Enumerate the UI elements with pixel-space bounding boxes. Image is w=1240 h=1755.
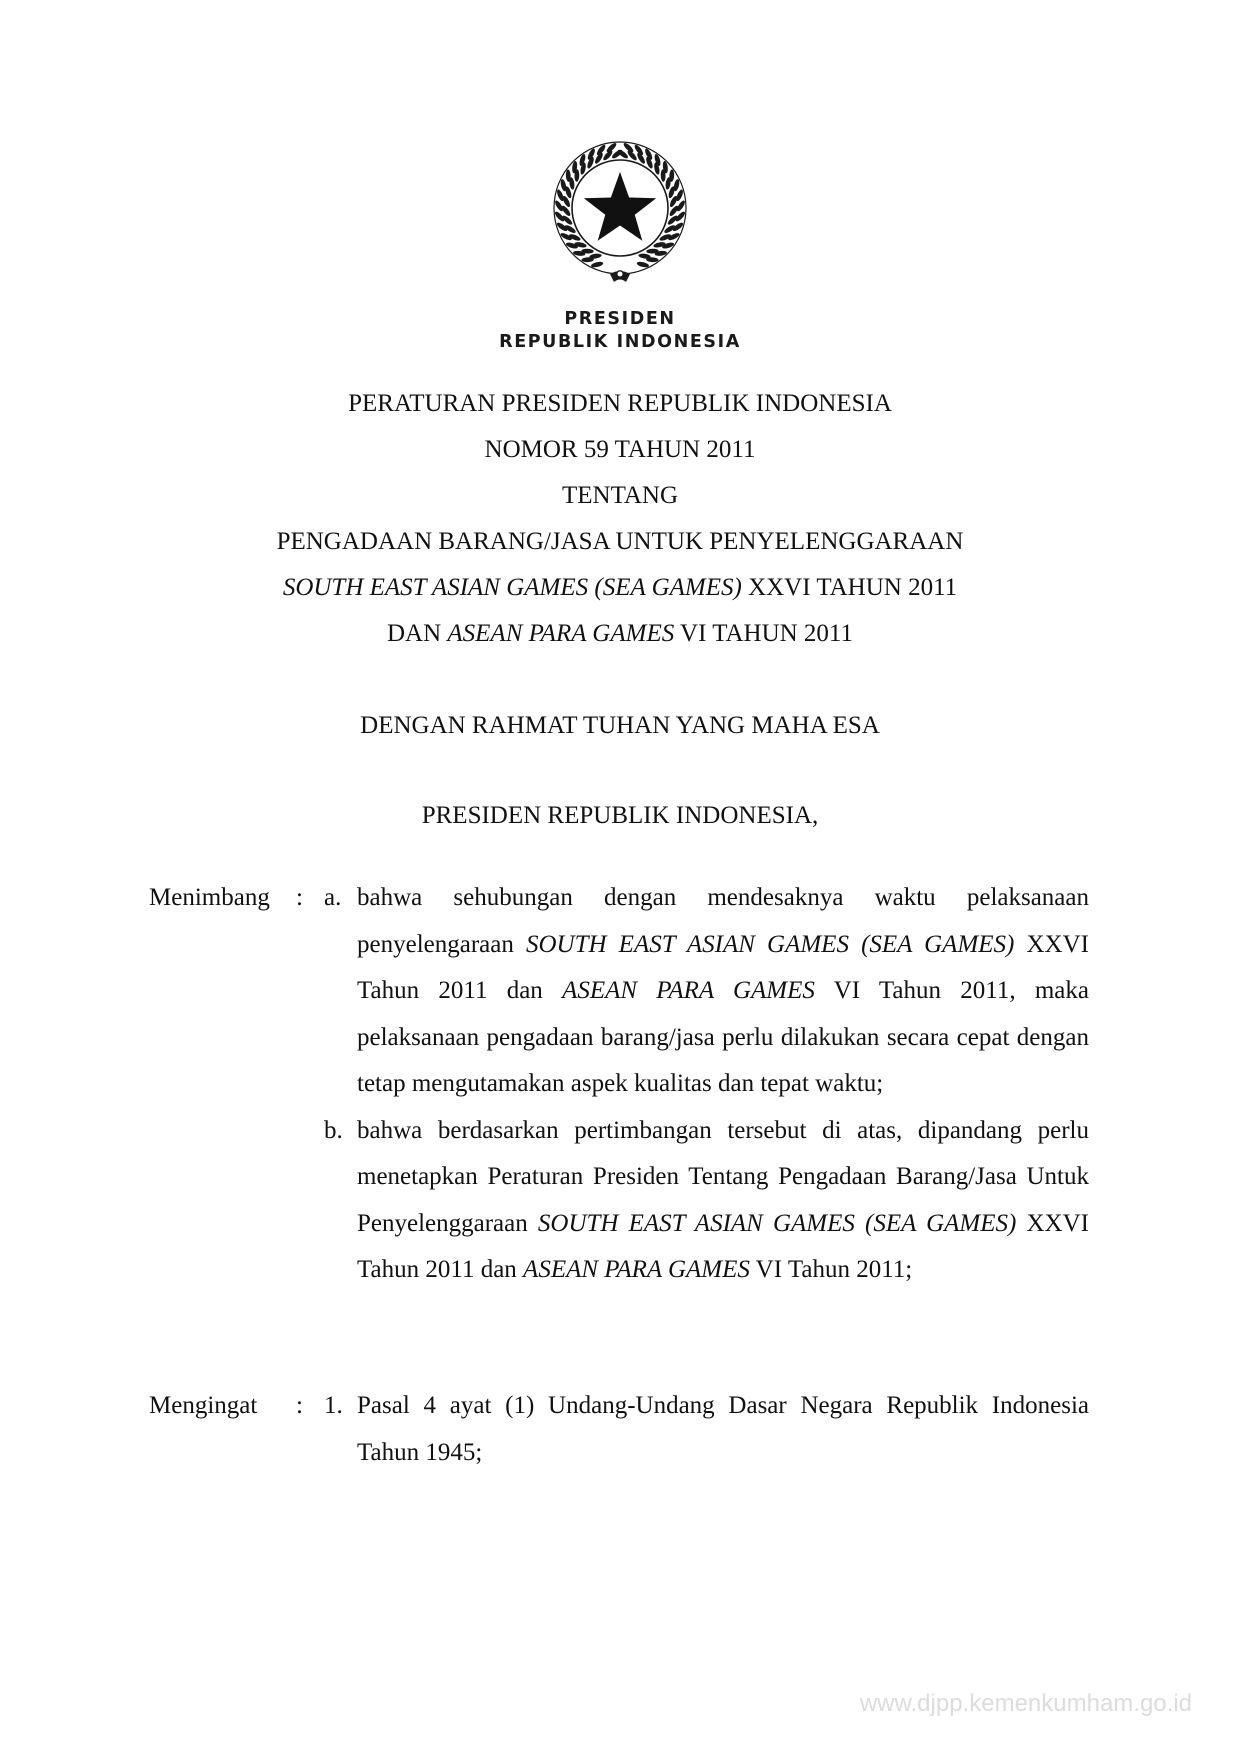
considering-label: Menimbang bbox=[149, 884, 270, 911]
invocation: DENGAN RAHMAT TUHAN YANG MAHA ESA bbox=[360, 712, 880, 739]
emblem-caption-line2: REPUBLIK INDONESIA bbox=[499, 332, 741, 352]
considering-section bbox=[149, 875, 1089, 1294]
heading-para-games: ASEAN PARA GAMES bbox=[447, 620, 675, 647]
item-text-italic: SOUTH EAST ASIAN GAMES (SEA GAMES) bbox=[525, 930, 1015, 958]
item-text-part: VI Tahun 2011; bbox=[749, 1256, 913, 1283]
president-line: PRESIDEN REPUBLIK INDONESIA, bbox=[421, 802, 819, 829]
heading-subject: PENGADAAN BARANG/JASA UNTUK PENYELENGGARAAN bbox=[276, 528, 964, 555]
item-text-part: XXVI Tahun 2011 dan bbox=[357, 930, 1089, 1004]
remembering-item-1 bbox=[149, 1383, 1089, 1476]
considering-item-a bbox=[149, 875, 1089, 1108]
heading-event-name: SOUTH EAST ASIAN GAMES (SEA GAMES) bbox=[282, 574, 742, 601]
item-text-italic: SOUTH EAST ASIAN GAMES (SEA GAMES) bbox=[537, 1209, 1017, 1237]
heading-and: DAN bbox=[386, 620, 448, 647]
item-text-part: bahwa sehubungan dengan mendesaknya waktu pelaksanaan penyelengaraan bbox=[357, 884, 1089, 958]
remembering-colon: : bbox=[296, 1392, 303, 1419]
heading-subject-line3 bbox=[130, 611, 1110, 657]
heading-tentang: TENTANG bbox=[561, 482, 679, 509]
item-marker: 1. bbox=[324, 1392, 343, 1419]
watermark-url: www.djpp.kemenkumham.go.id bbox=[859, 1690, 1192, 1717]
remembering-section bbox=[149, 1383, 1089, 1476]
garuda-star-wreath-icon bbox=[540, 132, 700, 290]
regulation-heading bbox=[130, 381, 1110, 657]
item-text-part: VI Tahun 2011, maka pelaksanaan pengadaan barang/jasa perlu dilakukan secara cepat dengan tetap mengutamakan aspek kualitas dan tepat waktu; bbox=[357, 977, 1089, 1097]
item-text: Pasal 4 ayat (1) Undang-Undang Dasar Negara Republik Indonesia Tahun 1945; bbox=[357, 1392, 1089, 1466]
item-text-part: XXVI Tahun 2011 dan bbox=[357, 1209, 1089, 1283]
item-text-part: bahwa berdasarkan pertimbangan tersebut di atas, dipandang perlu menetapkan Peraturan Presiden Tentang Pengadaan Barang/Jasa Untuk Penyelenggaraan bbox=[357, 1116, 1089, 1237]
item-text-italic: ASEAN PARA GAMES bbox=[523, 1256, 750, 1283]
heading-subject-line2 bbox=[130, 565, 1110, 611]
heading-para-games-year: VI TAHUN 2011 bbox=[674, 620, 854, 647]
item-marker: a. bbox=[324, 884, 342, 911]
item-text-italic: ASEAN PARA GAMES bbox=[562, 977, 815, 1004]
heading-title: PERATURAN PRESIDEN REPUBLIK INDONESIA bbox=[348, 390, 892, 417]
heading-number: NOMOR 59 TAHUN 2011 bbox=[484, 436, 756, 463]
item-text bbox=[357, 875, 1089, 1108]
remembering-label: Mengingat bbox=[149, 1392, 258, 1419]
item-marker: b. bbox=[324, 1116, 343, 1144]
heading-event-year: XXVI TAHUN 2011 bbox=[741, 574, 958, 601]
considering-colon: : bbox=[296, 884, 303, 911]
emblem-caption bbox=[400, 308, 840, 354]
considering-item-b bbox=[149, 1108, 1089, 1294]
item-text bbox=[357, 1108, 1089, 1294]
emblem-caption-line1: PRESIDEN bbox=[564, 309, 676, 329]
